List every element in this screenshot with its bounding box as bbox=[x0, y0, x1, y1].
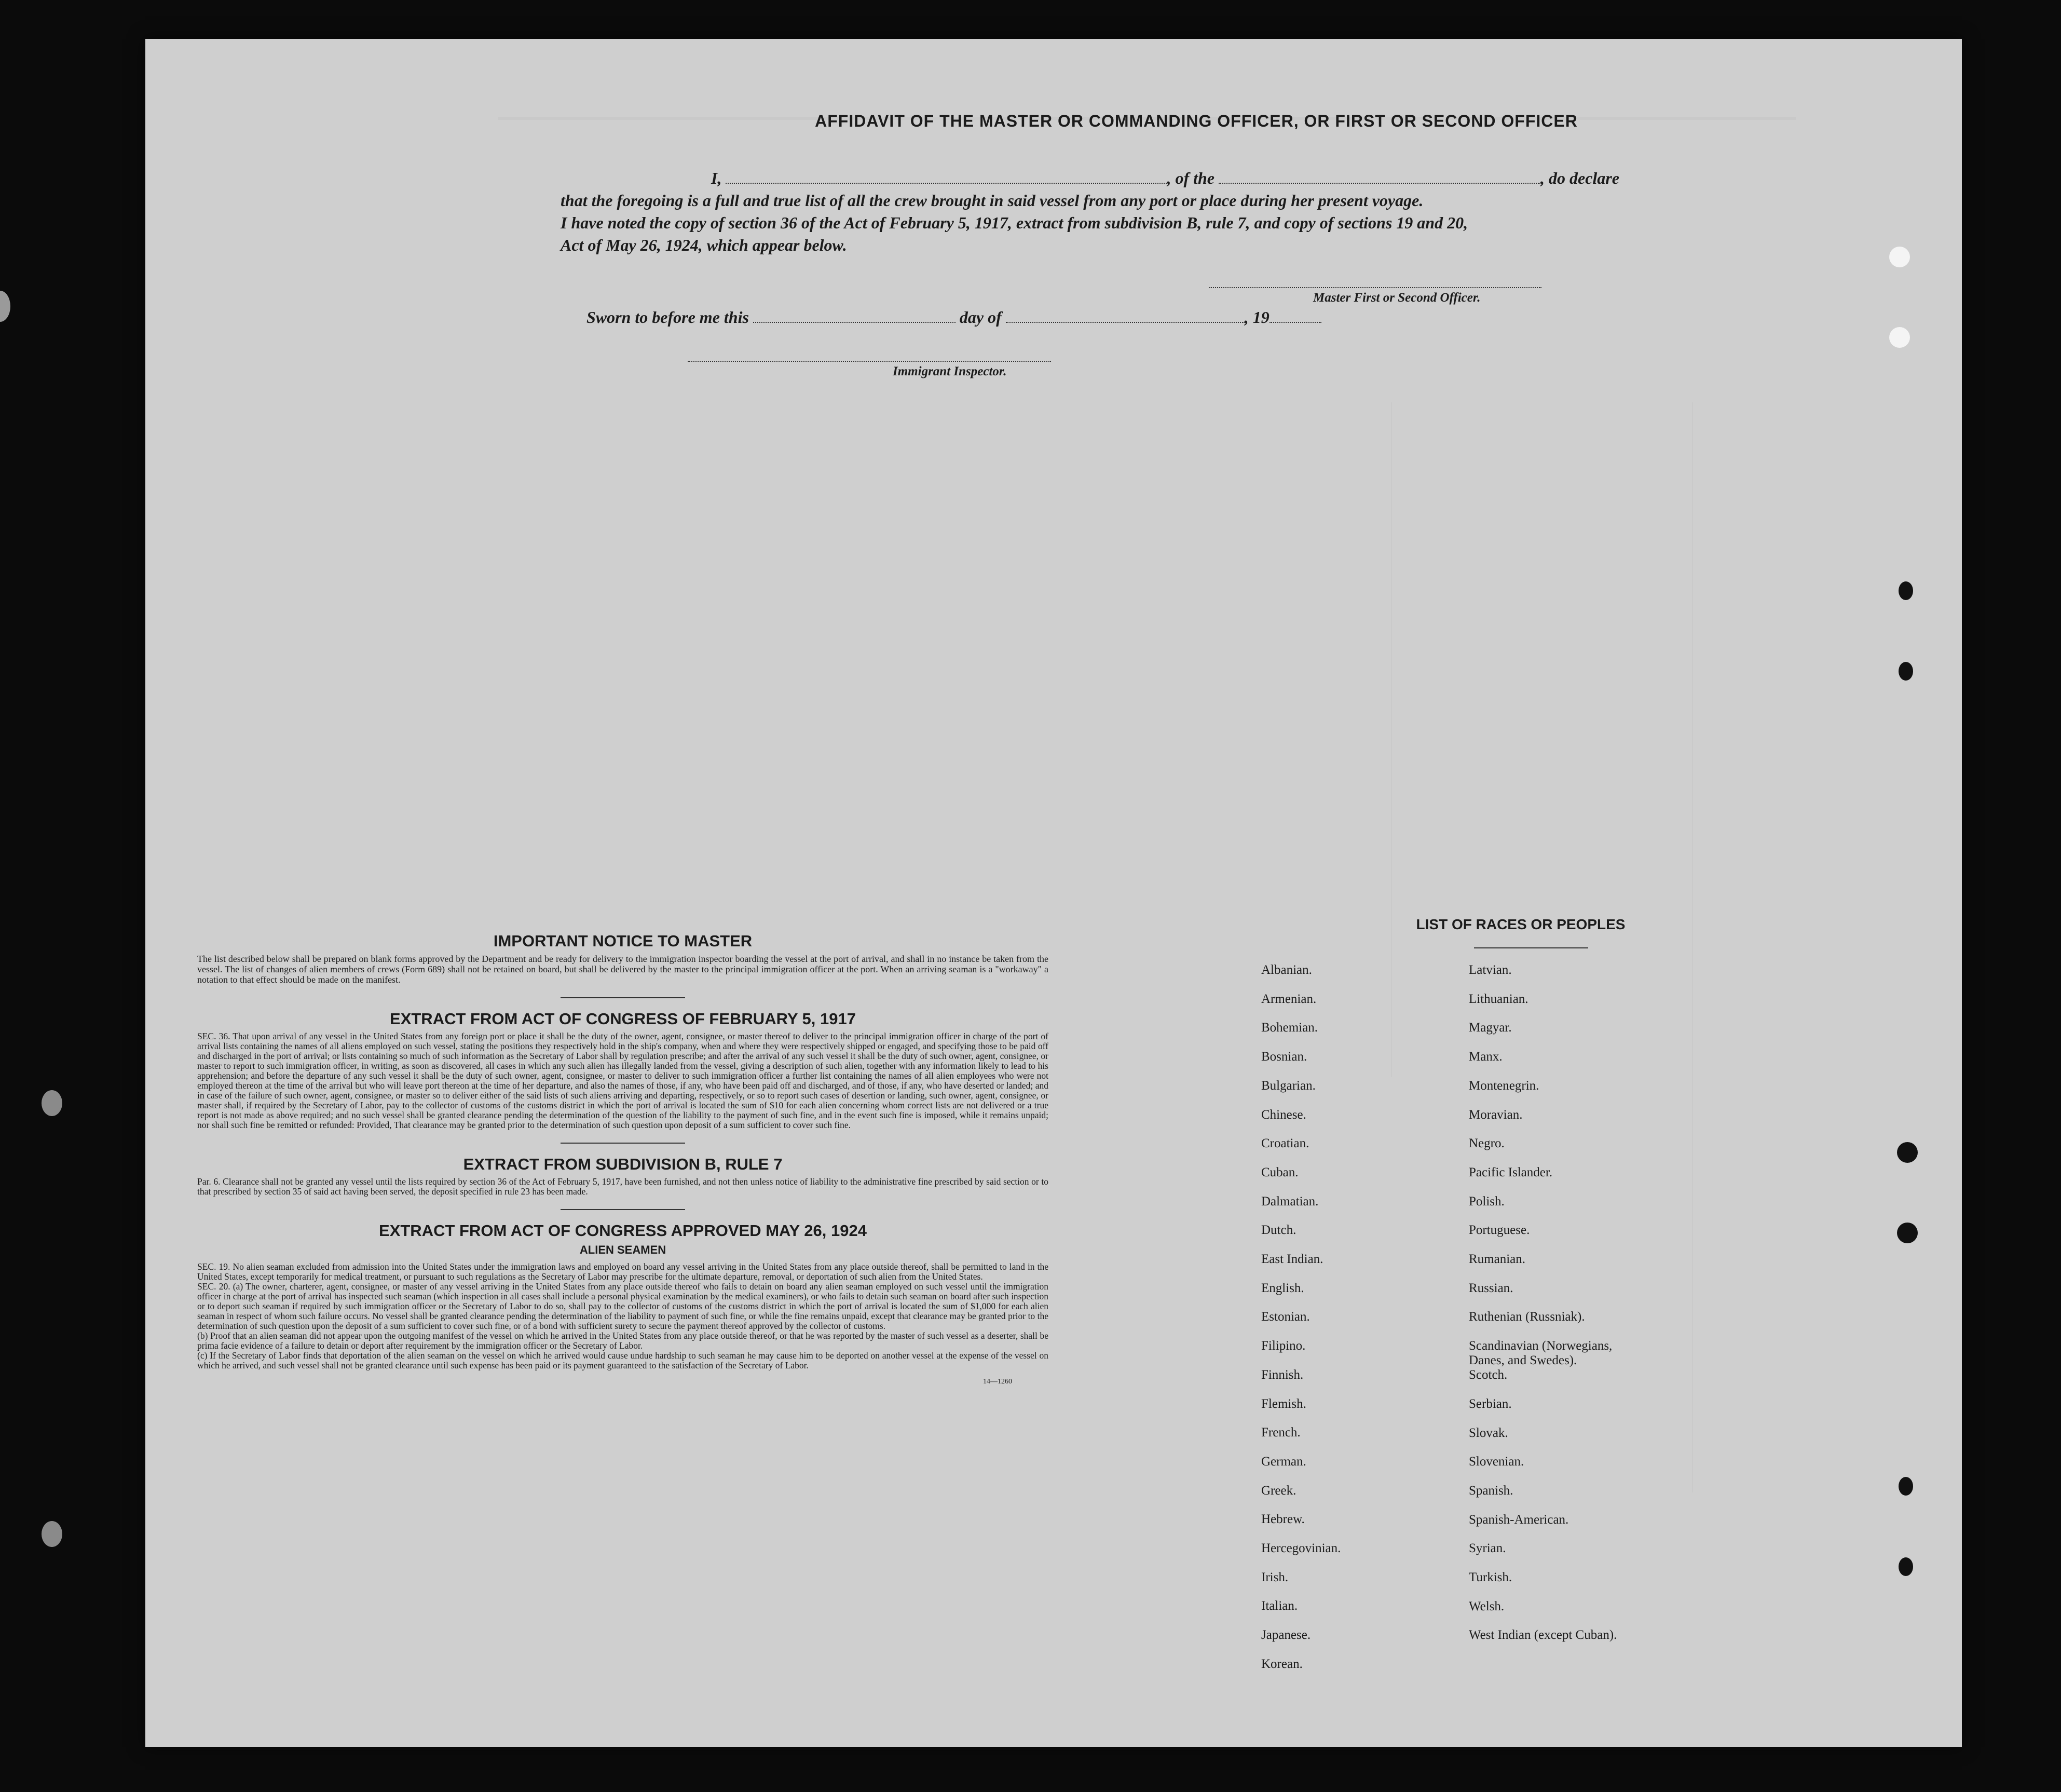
race-item: Russian. bbox=[1469, 1281, 1513, 1295]
race-item: Ruthenian (Russniak). bbox=[1469, 1310, 1585, 1324]
day-of-label: day of bbox=[959, 308, 1002, 327]
inspector-signature-line[interactable] bbox=[688, 361, 1051, 362]
race-item: English. bbox=[1261, 1281, 1304, 1295]
race-item: Montenegrin. bbox=[1469, 1078, 1539, 1093]
race-item: Syrian. bbox=[1469, 1541, 1506, 1556]
divider bbox=[561, 1209, 685, 1210]
race-item: East Indian. bbox=[1261, 1252, 1323, 1266]
race-item: Manx. bbox=[1469, 1050, 1503, 1064]
master-signature-label: Master First or Second Officer. bbox=[1313, 291, 1481, 305]
divider bbox=[561, 1143, 685, 1144]
race-item: Welsh. bbox=[1469, 1599, 1505, 1613]
extract-rule7-text: Par. 6. Clearance shall not be granted any vessel until the lists required by section 36 of the Act of February 5, 1917, have been furnished, and not then unless notice of liability to the administrative fine prescribed by said section or to that prescribed by section 35 of said act having been served, the deposit specified in rule 23 has been made. bbox=[197, 1176, 1048, 1197]
binder-hole bbox=[1897, 1142, 1918, 1163]
race-item: Greek. bbox=[1261, 1483, 1296, 1498]
do-declare-label: , do declare bbox=[1540, 169, 1619, 187]
sworn-line bbox=[586, 308, 1321, 327]
race-item: Chinese. bbox=[1261, 1107, 1306, 1122]
race-item: Bosnian. bbox=[1261, 1050, 1307, 1064]
race-item: Croatian. bbox=[1261, 1136, 1309, 1151]
manifest-page bbox=[145, 39, 1962, 1747]
sworn-day-field[interactable] bbox=[753, 310, 956, 323]
race-item: Danes, and Swedes). bbox=[1469, 1353, 1577, 1368]
vessel-field[interactable] bbox=[1219, 171, 1540, 184]
race-item: Scotch. bbox=[1469, 1368, 1508, 1382]
extract-1924-title: EXTRACT FROM ACT OF CONGRESS APPROVED MAY 26, 1924 bbox=[379, 1221, 867, 1240]
sec-19-text: SEC. 19. No alien seaman excluded from admission into the United States under the immigration laws and employed on board any vessel arriving in the United States from any place outside thereof, shall be permitted to land in the United States, except temporarily for medical treatment, or pursuant to such regulations as the Secretary of Labor may prescribe for the ultimate departure, removal, or deportation of such alien from the United States. bbox=[197, 1261, 1048, 1282]
race-item: Korean. bbox=[1261, 1657, 1303, 1671]
master-signature-line[interactable] bbox=[1209, 287, 1541, 288]
race-item: Filipino. bbox=[1261, 1339, 1306, 1353]
affidavit-line-2: that the foregoing is a full and true list of all the crew brought in said vessel from any port or place during her present voyage. bbox=[561, 191, 1424, 210]
race-item: Lithuanian. bbox=[1469, 992, 1528, 1006]
binder-hole bbox=[1897, 1223, 1918, 1243]
affidavit-i: I, bbox=[711, 169, 722, 187]
inspector-signature-label: Immigrant Inspector. bbox=[893, 364, 1007, 378]
race-item: German. bbox=[1261, 1454, 1306, 1469]
sec-20c-text: (c) If the Secretary of Labor finds that deportation of the alien seaman on the vessel on which he arrived would cause undue hardship to such seaman he may cause him to be deported on another vessel at the expense of the vessel on which he arrived, and such vessel shall not be granted clearance until such expense has been paid or its payment guaranteed to the satisfaction of the Secretary of Labor. bbox=[197, 1350, 1048, 1370]
race-item: Spanish-American. bbox=[1469, 1512, 1569, 1527]
race-item: Slovak. bbox=[1469, 1426, 1508, 1440]
bleed-through-columns bbox=[1692, 402, 1703, 1492]
race-item: Dutch. bbox=[1261, 1223, 1296, 1238]
race-item: Flemish. bbox=[1261, 1396, 1306, 1411]
notice-title: IMPORTANT NOTICE TO MASTER bbox=[493, 932, 753, 950]
race-item: Moravian. bbox=[1469, 1107, 1523, 1122]
race-item: Albanian. bbox=[1261, 963, 1312, 977]
race-item: Cuban. bbox=[1261, 1165, 1299, 1179]
binder-hole bbox=[1899, 1477, 1913, 1496]
race-item: Japanese. bbox=[1261, 1628, 1311, 1642]
name-field[interactable] bbox=[726, 171, 1167, 184]
race-item: Pacific Islander. bbox=[1469, 1165, 1553, 1179]
race-item: Estonian. bbox=[1261, 1310, 1310, 1324]
sworn-year-field[interactable] bbox=[1270, 310, 1321, 323]
race-item: Finnish. bbox=[1261, 1367, 1304, 1382]
extract-1917-text: SEC. 36. That upon arrival of any vessel in the United States from any foreign port or place it shall be the duty of the owner, agent, consignee, or master thereof to deliver to the principal immigration officer in charge of the port of arrival lists containing the names of all aliens employed on such vessel, stating the positions they respectively hold in the ship's company, when and where they were respectively shipped or engaged, and specifying those to be paid off and discharged in the port of arrival; or lists containing so much of such information as the Secretary of Labor shall by regulation prescribe; and after the arrival of any such vessel it shall be the duty of such owner, agent, consignee, or master to report to such immigration officer, in writing, as soon as discovered, all cases in which any such alien has illegally landed from the vessel, giving a description of such alien, together with any information likely to lead to his apprehension; and before the departure of any such vessel it shall be the duty of such owner, agent, consignee, or master to deliver to such immigration officer a further list containing the names of all alien employees who were not employed thereon at the time of the arrival but who will leave port thereon at the time of her departure, and also the names of those, if any, who have been paid off and discharged, and of those, if any, who have deserted or landed; and in case of the failure of such owner, agent, consignee, or master so to deliver either of the said lists of such aliens arriving and departing, respectively, or so to report such cases of desertion or landing, such owner, agent, consignee, or master shall, if required by the Secretary of Labor, pay to the collector of customs of the customs district in which the port of arrival is located the sum of $10 for each alien concerning whom correct lists are not delivered or a true report is not made as above required; and no such vessel shall be granted clearance pending the determination of the question of the liability to the payment of such fine, and in the event such fine is imposed, while it remains unpaid; nor shall such fine be remitted or refunded: Provided, That clearance may be granted prior to the determination of such question upon deposit of a sum sufficient to cover such fine. bbox=[197, 1031, 1048, 1130]
form-number: 14—1260 bbox=[983, 1378, 1012, 1386]
race-item: Latvian. bbox=[1469, 963, 1512, 977]
binder-hole bbox=[42, 1090, 62, 1116]
race-item: Spanish. bbox=[1469, 1483, 1513, 1498]
binder-hole bbox=[1899, 662, 1913, 681]
race-item: Irish. bbox=[1261, 1570, 1289, 1584]
race-item: Armenian. bbox=[1261, 992, 1317, 1006]
affidavit-line-3: I have noted the copy of section 36 of the Act of February 5, 1917, extract from subdivision B, rule 7, and copy of sections 19 and 20, bbox=[561, 213, 1468, 232]
nineteen-label: , 19 bbox=[1244, 308, 1270, 327]
races-title: LIST OF RACES OR PEOPLES bbox=[1416, 916, 1626, 932]
race-item: Hebrew. bbox=[1261, 1512, 1305, 1527]
divider bbox=[561, 997, 685, 998]
race-item: Scandinavian (Norwegians, bbox=[1469, 1339, 1613, 1353]
bleed-through-columns bbox=[1391, 402, 1402, 1077]
race-item: Hercegovinian. bbox=[1261, 1541, 1341, 1555]
race-item: Bohemian. bbox=[1261, 1021, 1318, 1035]
binder-hole bbox=[1899, 1557, 1913, 1576]
race-item: Negro. bbox=[1469, 1136, 1505, 1151]
race-item: Turkish. bbox=[1469, 1570, 1512, 1584]
race-item: Bulgarian. bbox=[1261, 1078, 1316, 1093]
of-the-label: , of the bbox=[1167, 169, 1214, 187]
affidavit-declaration-line bbox=[561, 169, 1619, 188]
binder-hole bbox=[1889, 247, 1910, 267]
race-item: Slovenian. bbox=[1469, 1455, 1524, 1469]
race-item: French. bbox=[1261, 1426, 1301, 1440]
race-item: Dalmatian. bbox=[1261, 1194, 1319, 1209]
race-item: West Indian (except Cuban). bbox=[1469, 1628, 1617, 1642]
alien-seamen-subtitle: ALIEN SEAMEN bbox=[579, 1243, 666, 1256]
race-item: Magyar. bbox=[1469, 1021, 1512, 1035]
binder-hole bbox=[1899, 581, 1913, 600]
affidavit-title: AFFIDAVIT OF THE MASTER OR COMMANDING OFFICER, OR FIRST OR SECOND OFFICER bbox=[815, 112, 1578, 130]
sworn-month-field[interactable] bbox=[1006, 310, 1245, 323]
affidavit-line-4: Act of May 26, 1924, which appear below. bbox=[561, 236, 847, 254]
race-item: Polish. bbox=[1469, 1194, 1505, 1209]
race-item: Portuguese. bbox=[1469, 1223, 1530, 1238]
races-title-rule bbox=[1474, 947, 1588, 948]
extract-rule7-title: EXTRACT FROM SUBDIVISION B, RULE 7 bbox=[463, 1155, 783, 1173]
race-item: Rumanian. bbox=[1469, 1252, 1526, 1266]
legal-notices bbox=[197, 932, 1048, 1386]
race-item: Serbian. bbox=[1469, 1396, 1512, 1411]
binder-hole bbox=[1889, 327, 1910, 348]
binder-hole bbox=[0, 291, 10, 322]
race-item: Italian. bbox=[1261, 1599, 1298, 1613]
extract-1917-title: EXTRACT FROM ACT OF CONGRESS OF FEBRUARY 5, 1917 bbox=[390, 1010, 856, 1028]
notice-text: The list described below shall be prepared on blank forms approved by the Department and be ready for delivery to the immigration inspector boarding the vessel at the port of arrival, and shall in no instance be taken from the vessel. The list of changes of alien members of crews (Form 689) shall not be retained on board, but shall be delivered by the master to the principal immigration officer at the port. When an arriving seaman is a "workaway" a notation to that effect should be made on the manifest. bbox=[197, 954, 1048, 985]
sworn-label: Sworn to before me this bbox=[586, 308, 749, 327]
sec-20b-text: (b) Proof that an alien seaman did not appear upon the outgoing manifest of the vessel on which he arrived in the United States from any place outside thereof, or that he was reported by the master of such vessel as a deserter, shall be prima facie evidence of a failure to detain or deport after requirement by the immigration officer or the Secretary of Labor. bbox=[197, 1331, 1048, 1351]
sec-20a-text: SEC. 20. (a) The owner, charterer, agent, consignee, or master of any vessel arriving in the United States from any place outside thereof who fails to detain on board any alien seaman employed on such vessel until the immigration officer in charge at the port of arrival has inspected such seaman (which inspection in all cases shall include a personal physical examination by the medical examiners), or who fails to detain such seaman on board after such inspection or to deport such seaman if required by such immigration officer or the Secretary of Labor to do so, shall pay to the collector of customs of the customs district in which the port of arrival is located the sum of $1,000 for each alien seaman in respect of whom such failure occurs. No vessel shall be granted clearance pending the determination of the liability to payment of such fine, or while the fine remains unpaid, except that clearance may be granted prior to the determination of such question upon the deposit of a sum sufficient to cover such fine, or of a bond with sufficient surety to secure the payment thereof approved by the collector of customs. bbox=[197, 1281, 1048, 1331]
binder-hole bbox=[42, 1521, 62, 1547]
